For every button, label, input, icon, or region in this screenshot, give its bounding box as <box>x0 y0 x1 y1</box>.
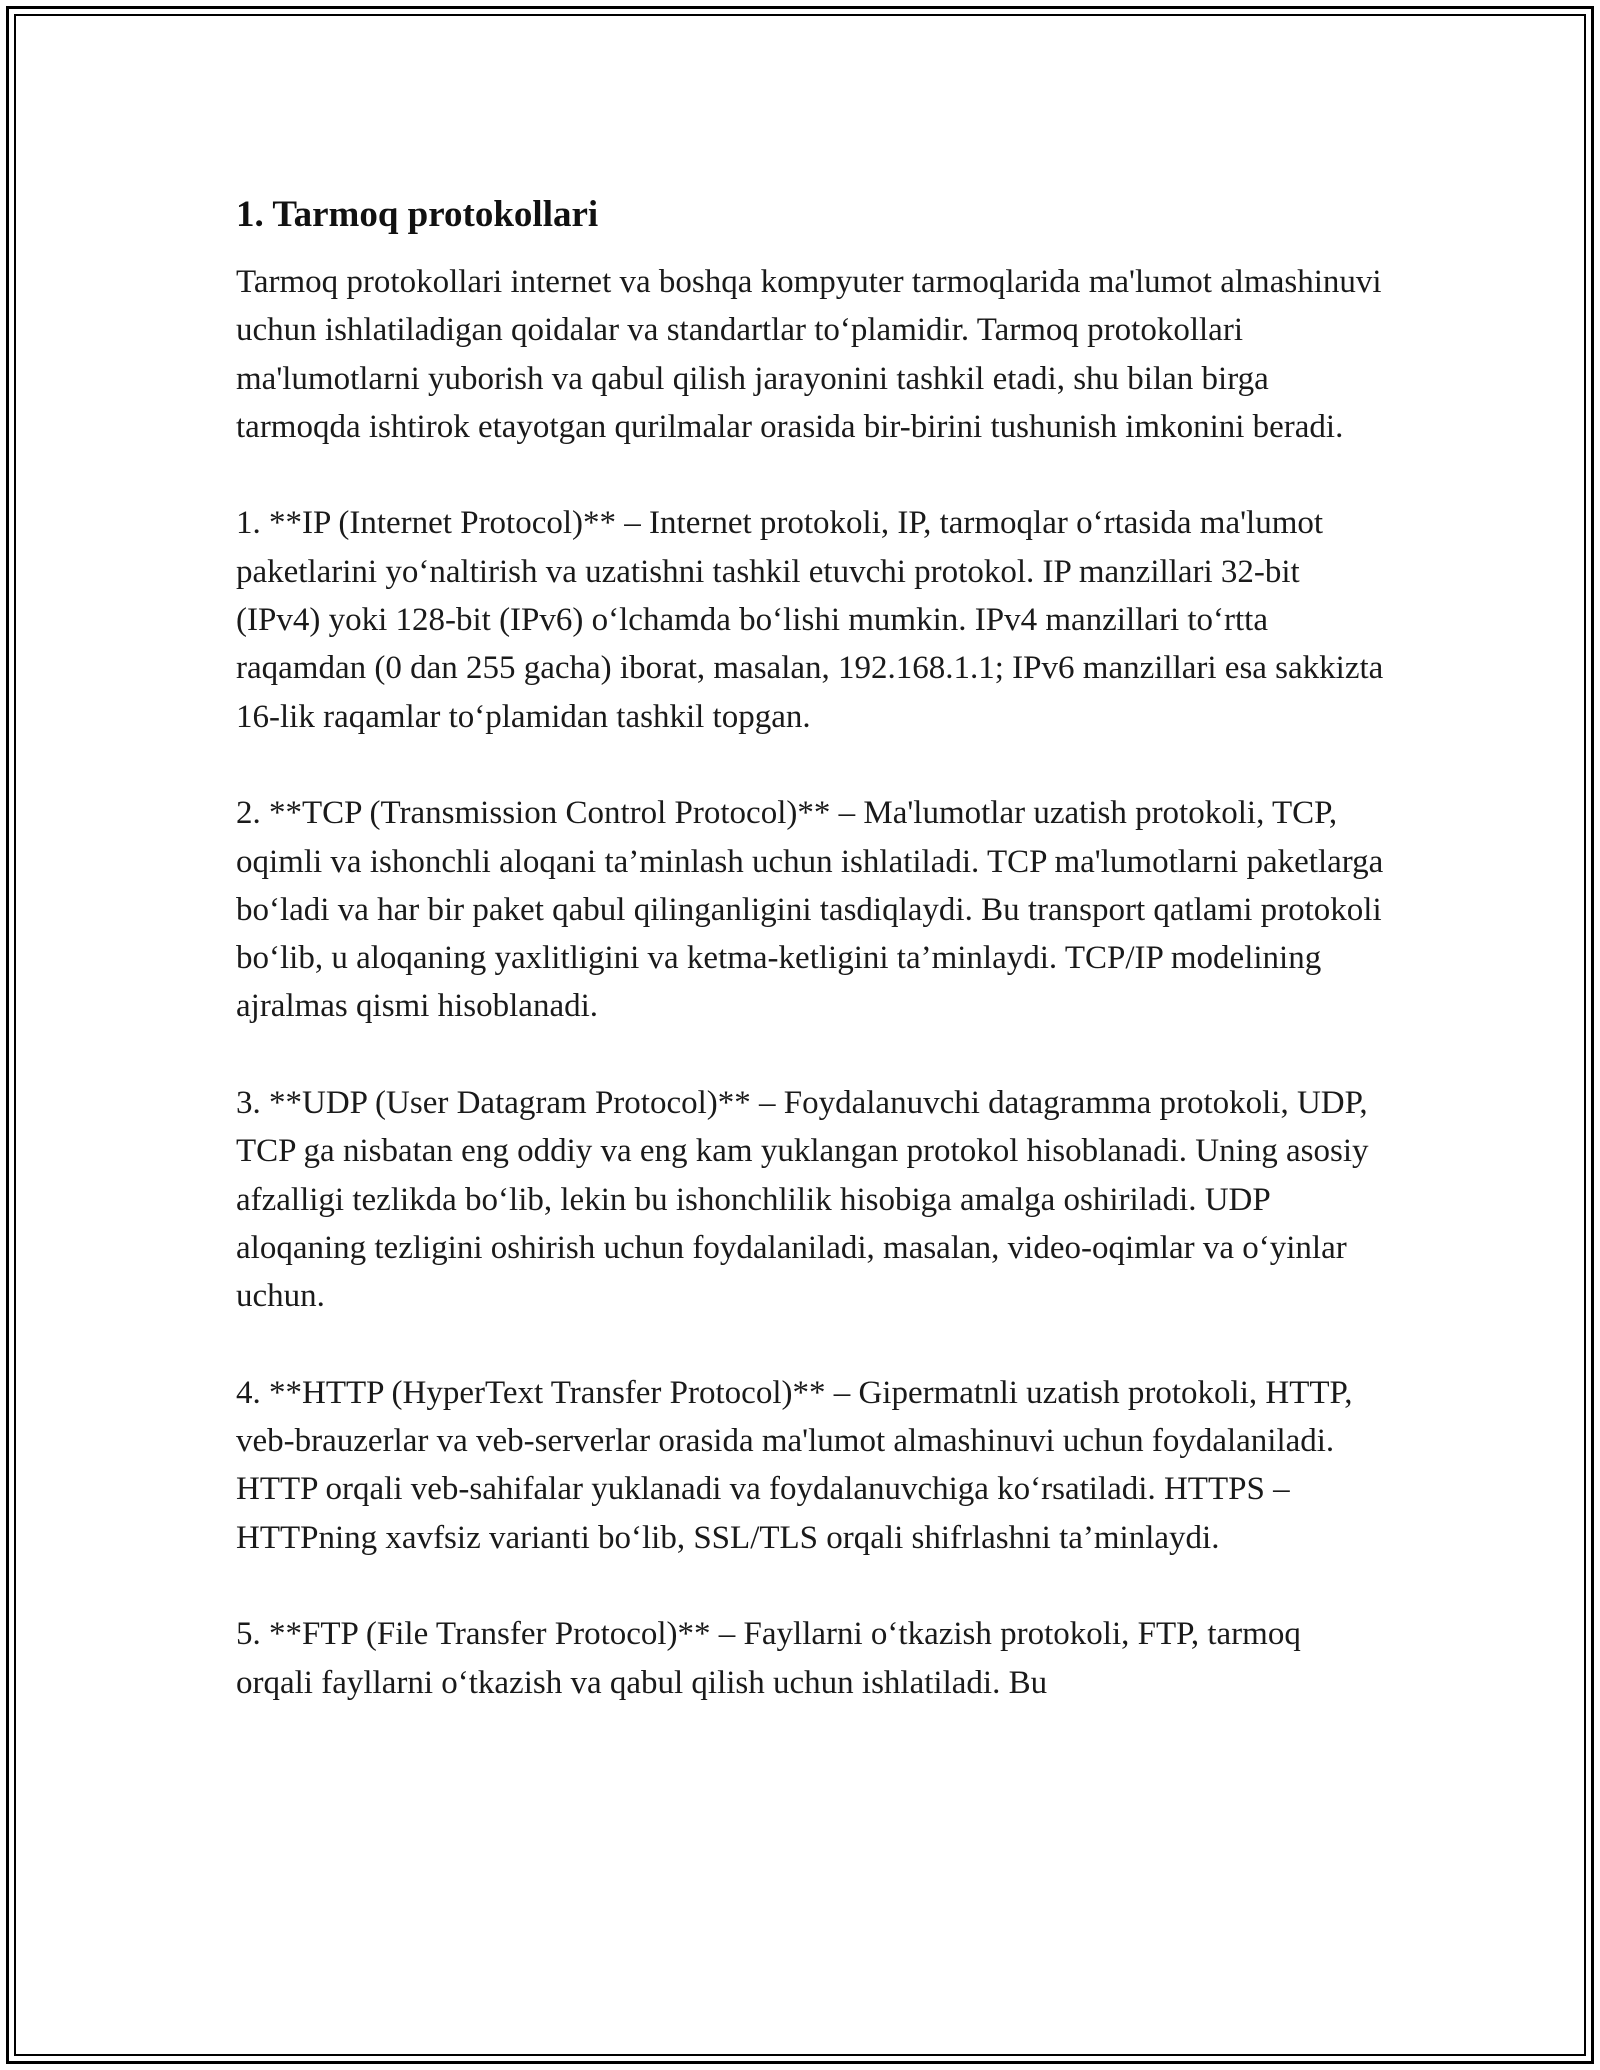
http-paragraph: 4. **HTTP (HyperText Transfer Protocol)** – Gipermatnli uzatish protokoli, HTTP, veb-brauzerlar va veb-serverlar orasida ma'lumot almashinuvi uchun foydalaniladi. HTTP orqali veb-sahifalar yuklanadi va foydalanuvchiga ko‘rsatiladi. HTTPS – HTTPning xavfsiz varianti bo‘lib, SSL/TLS orqali shifrlashni ta’minlaydi. <box>236 1374 1353 1556</box>
document-body <box>236 190 1386 1707</box>
ip-paragraph: 1. **IP (Internet Protocol)** – Internet protokoli, IP, tarmoqlar o‘rtasida ma'lumot paketlarini yo‘naltirish va uzatishni tashkil etuvchi protokol. IP manzillari 32-bit (IPv4) yoki 128-bit (IPv6) o‘lchamda bo‘lishi mumkin. IPv4 manzillari to‘rtta raqamdan (0 dan 255 gacha) iborat, masalan, 192.168.1.1; IPv6 manzillari esa sakkizta 16-lik raqamlar to‘plamidan tashkil topgan. <box>236 505 1384 735</box>
ftp-paragraph: 5. **FTP (File Transfer Protocol)** – Fayllarni o‘tkazish protokoli, FTP, tarmoq orqali fayllarni o‘tkazish va qabul qilish uchun ishlatiladi. Bu <box>236 1616 1301 1701</box>
intro-paragraph: Tarmoq protokollari internet va boshqa kompyuter tarmoqlarida ma'lumot almashinuvi uchun ishlatiladigan qoidalar va standartlar to‘plamidir. Tarmoq protokollari ma'lumotlarni yuborish va qabul qilish jarayonini tashkil etadi, shu bilan birga tarmoqda ishtirok etayotgan qurilmalar orasida bir-birini tushunish imkonini beradi. <box>236 264 1382 445</box>
section-heading: 1. Tarmoq protokollari <box>236 194 599 235</box>
tcp-paragraph: 2. **TCP (Transmission Control Protocol)** – Ma'lumotlar uzatish protokoli, TCP, oqimli va ishonchli aloqani ta’minlash uchun ishlatiladi. TCP ma'lumotlarni paketlarga bo‘ladi va har bir paket qabul qilinganligini tasdiqlaydi. Bu transport qatlami protokoli bo‘lib, u aloqaning yaxlitligini va ketma-ketligini ta’minlaydi. TCP/IP modelining ajralmas qismi hisoblanadi. <box>236 795 1384 1025</box>
udp-paragraph: 3. **UDP (User Datagram Protocol)** – Foydalanuvchi datagramma protokoli, UDP, TCP ga nisbatan eng oddiy va eng kam yuklangan protokol hisoblanadi. Uning asosiy afzalligi tezlikda bo‘lib, lekin bu ishonchlilik hisobiga amalga oshiriladi. UDP aloqaning tezligini oshirish uchun foydalaniladi, masalan, video-oqimlar va o‘yinlar uchun. <box>236 1085 1369 1315</box>
